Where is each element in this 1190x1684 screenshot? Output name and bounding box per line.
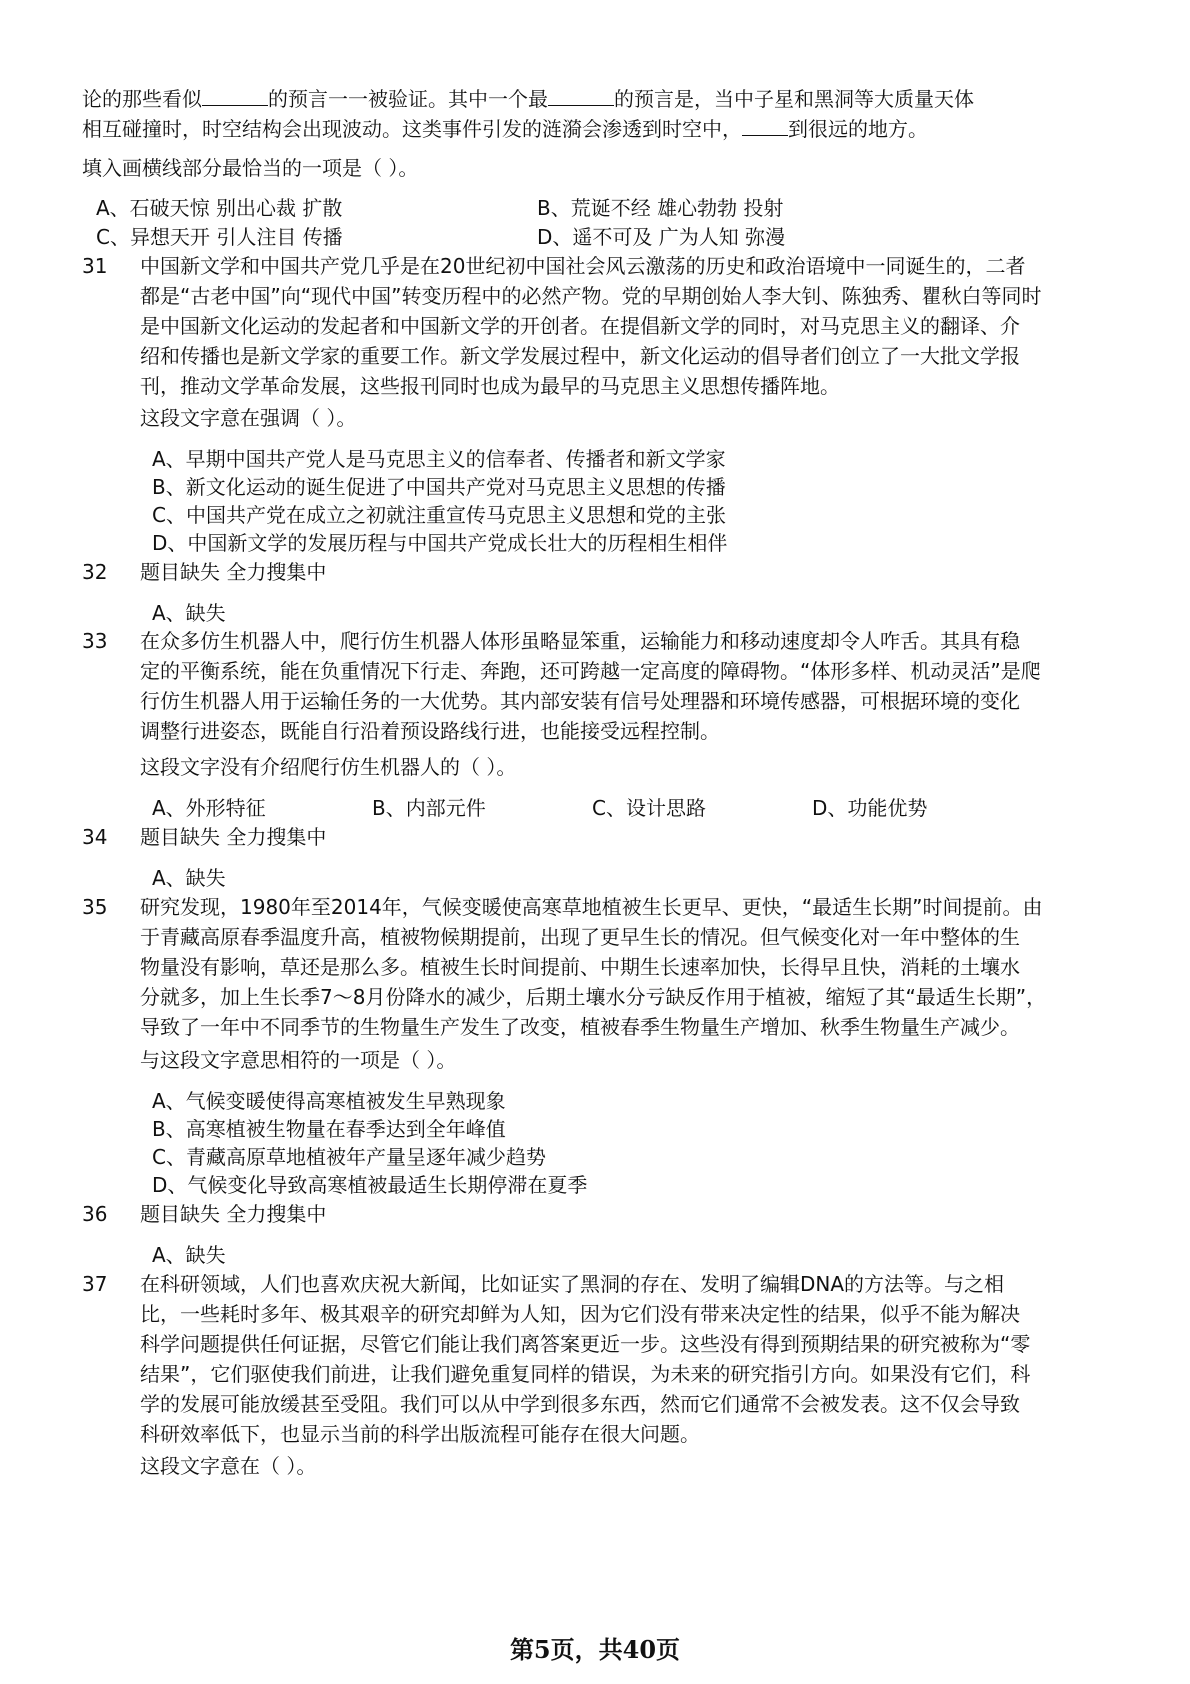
passage-line: 刊，推动文学革命发展，这些报刊同时也成为最早的马克思主义思想传播阵地。: [140, 374, 840, 398]
q32-option-a: A、缺失: [152, 601, 226, 625]
passage-line: 绍和传播也是新文学家的重要工作。新文学发展过程中，新文化运动的倡导者们创立了一大批文学报: [140, 344, 1020, 368]
q37-number: 37: [82, 1272, 108, 1296]
passage-line: 结果”，它们驱使我们前进，让我们避免重复同样的错误，为未来的研究指引方向。如果没有它们，科: [140, 1362, 1031, 1386]
q30-option-b: B、荒诞不经 雄心勃勃 投射: [537, 196, 784, 220]
q30-text-c: 的预言是，当中子星和黑洞等大质量天体: [614, 87, 974, 111]
q30-text-a: 论的那些看似: [82, 87, 202, 111]
q31-number: 31: [82, 254, 108, 278]
passage-line: 在科研领域，人们也喜欢庆祝大新闻，比如证实了黑洞的存在、发明了编辑DNA的方法等。与之相: [140, 1272, 1005, 1296]
passage-line: 导致了一年中不同季节的生物量生产发生了改变，植被春季生物量生产增加、秋季生物量生产减少。: [140, 1015, 1020, 1039]
q30-option-a: A、石破天惊 别出心裁 扩散: [96, 196, 343, 220]
q30-line-2: [82, 114, 928, 144]
q30-option-c: C、异想天开 引人注目 传播: [96, 225, 343, 249]
passage-line: 物量没有影响，草还是那么多。植被生长时间提前、中期生长速率加快，长得早且快，消耗的土壤水: [140, 955, 1020, 979]
q33-option-b: B、内部元件: [372, 796, 486, 820]
q31-option-b: B、新文化运动的诞生促进了中国共产党对马克思主义思想的传播: [152, 475, 726, 499]
q33-option-d: D、功能优势: [812, 796, 928, 820]
passage-line: 调整行进姿态，既能自行沿着预设路线行进，也能接受远程控制。: [140, 719, 720, 743]
passage-line: 分就多，加上生长季7～8月份降水的减少，后期土壤水分亏缺反作用于植被，缩短了其“最适生长期”，: [140, 985, 1047, 1009]
passage-line: 都是“古老中国”向“现代中国”转变历程中的必然产物。党的早期创始人李大钊、陈独秀、瞿秋白等同时: [140, 284, 1042, 308]
q34-text: 题目缺失 全力搜集中: [140, 825, 327, 849]
q33-stem: 这段文字没有介绍爬行仿生机器人的（ ）。: [140, 755, 517, 779]
q32-text: 题目缺失 全力搜集中: [140, 560, 327, 584]
q30-stem: 填入画横线部分最恰当的一项是（ ）。: [82, 156, 419, 180]
q37-stem: 这段文字意在（ ）。: [140, 1454, 317, 1478]
q31-option-a: A、早期中国共产党人是马克思主义的信奉者、传播者和新文学家: [152, 447, 726, 471]
passage-line: 学的发展可能放缓甚至受阻。我们可以从中学到很多东西，然而它们通常不会被发表。这不仅会导致: [140, 1392, 1020, 1416]
page-footer: 第5页，共40页: [509, 1635, 681, 1664]
q30-text-d: 相互碰撞时，时空结构会出现波动。这类事件引发的涟漪会渗透到时空中，: [82, 117, 742, 141]
q36-number: 36: [82, 1202, 108, 1226]
q31-option-c: C、中国共产党在成立之初就注重宣传马克思主义思想和党的主张: [152, 503, 726, 527]
passage-line: 科学问题提供任何证据，尽管它们能让我们离答案更近一步。这些没有得到预期结果的研究被称为“零: [140, 1332, 1031, 1356]
q33-option-a: A、外形特征: [152, 796, 266, 820]
answer-blank: [742, 115, 788, 136]
q33-passage: [140, 626, 1090, 746]
q35-option-d: D、气候变化导致高寒植被最适生长期停滞在夏季: [152, 1173, 588, 1197]
answer-blank: [202, 85, 268, 106]
answer-blank: [548, 85, 614, 106]
passage-line: 在众多仿生机器人中，爬行仿生机器人体形虽略显笨重，运输能力和移动速度却令人咋舌。其具有稳: [140, 629, 1020, 653]
q30-text-e: 到很远的地方。: [788, 117, 928, 141]
q36-text: 题目缺失 全力搜集中: [140, 1202, 327, 1226]
passage-line: 科研效率低下，也显示当前的科学出版流程可能存在很大问题。: [140, 1422, 700, 1446]
passage-line: 比，一些耗时多年、极其艰辛的研究却鲜为人知，因为它们没有带来决定性的结果，似乎不能为解决: [140, 1302, 1020, 1326]
q34-number: 34: [82, 825, 108, 849]
passage-line: 研究发现，1980年至2014年，气候变暖使高寒草地植被生长更早、更快，“最适生长期”时间提前。由: [140, 895, 1043, 919]
q31-stem: 这段文字意在强调（ ）。: [140, 406, 357, 430]
q35-option-a: A、气候变暖使得高寒植被发生早熟现象: [152, 1089, 506, 1113]
q30-text-b: 的预言一一被验证。其中一个最: [268, 87, 548, 111]
q35-option-b: B、高寒植被生物量在春季达到全年峰值: [152, 1117, 506, 1141]
q32-number: 32: [82, 560, 108, 584]
q35-number: 35: [82, 895, 108, 919]
q33-number: 33: [82, 629, 108, 653]
passage-line: 于青藏高原春季温度升高，植被物候期提前，出现了更早生长的情况。但气候变化对一年中整体的生: [140, 925, 1020, 949]
passage-line: 行仿生机器人用于运输任务的一大优势。其内部安装有信号处理器和环境传感器，可根据环境的变化: [140, 689, 1020, 713]
q30-option-d: D、遥不可及 广为人知 弥漫: [537, 225, 786, 249]
passage-line: 定的平衡系统，能在负重情况下行走、奔跑，还可跨越一定高度的障碍物。“体形多样、机动灵活”是爬: [140, 659, 1041, 683]
q33-option-c: C、设计思路: [592, 796, 706, 820]
q31-option-d: D、中国新文学的发展历程与中国共产党成长壮大的历程相生相伴: [152, 531, 728, 555]
passage-line: 是中国新文化运动的发起者和中国新文学的开创者。在提倡新文学的同时，对马克思主义的翻译、介: [140, 314, 1020, 338]
q35-passage: [140, 892, 1090, 1042]
q35-stem: 与这段文字意思相符的一项是（ ）。: [140, 1048, 457, 1072]
q36-option-a: A、缺失: [152, 1243, 226, 1267]
q37-passage: [140, 1269, 1090, 1449]
passage-line: 中国新文学和中国共产党几乎是在20世纪初中国社会风云激荡的历史和政治语境中一同诞生的，二者: [140, 254, 1026, 278]
q30-line-1: [82, 84, 974, 114]
q34-option-a: A、缺失: [152, 866, 226, 890]
q35-option-c: C、青藏高原草地植被年产量呈逐年减少趋势: [152, 1145, 546, 1169]
q31-passage: [140, 251, 1090, 401]
